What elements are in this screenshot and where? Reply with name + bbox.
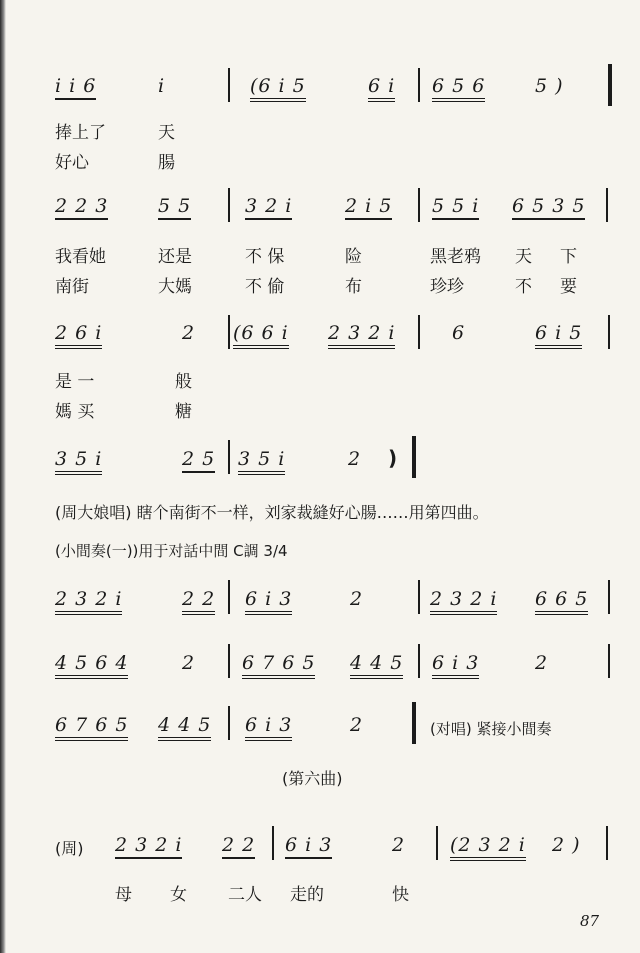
barline (228, 68, 230, 102)
close-paren: ) (388, 446, 398, 470)
note-group: 2 3 2 i (328, 322, 395, 349)
note-group: 6 5 6 (432, 75, 485, 102)
note-group: 4 4 5 (158, 714, 211, 741)
lyric: 二人 (228, 885, 262, 905)
note-group: 3 5 i (55, 448, 102, 475)
lyric: 走的 (290, 885, 324, 905)
page-number: 87 (580, 912, 600, 930)
barline (418, 315, 420, 349)
lyric: 下 (560, 247, 577, 267)
note-group: 2 (350, 714, 364, 736)
lyric: 险 (345, 247, 362, 267)
note-group: 2 i 5 (345, 195, 392, 220)
barline (608, 580, 610, 614)
note-group: 2 5 (182, 448, 215, 473)
note-group: 6 (452, 322, 466, 344)
note-group: 2 2 (222, 834, 255, 859)
note-group: 2 2 (182, 588, 215, 615)
section-title: (第六曲) (282, 769, 343, 788)
lyric: 不 (515, 277, 532, 297)
note-group: 6 i 3 (245, 714, 292, 741)
lyric: 要 (560, 277, 577, 297)
note-group: 6 6 5 (535, 588, 588, 615)
lyric: 我看她 (55, 247, 106, 267)
barline (418, 644, 420, 678)
note-group: 4 5 6 4 (55, 652, 128, 679)
note-group: 6 i 3 (285, 834, 332, 859)
lyric: 天 (515, 247, 532, 267)
lyric: 母 (115, 885, 132, 905)
note-group: 2 (348, 448, 362, 470)
barline (228, 188, 230, 222)
barline (228, 315, 230, 349)
note-group: 2 (350, 588, 364, 610)
note-group: 3 2 i (245, 195, 292, 220)
barline (418, 580, 420, 614)
note-group: 6 i 3 (432, 652, 479, 679)
note-group: 3 5 i (238, 448, 285, 475)
barline (608, 64, 612, 106)
lyric: 不 偷 (245, 277, 285, 297)
note-group: 2 (535, 652, 549, 674)
lyric: 布 (345, 277, 362, 297)
note-group: (6 6 i (233, 322, 289, 349)
lyric: 女 (170, 885, 187, 905)
note-group: 2 3 2 i (55, 588, 122, 615)
note-group: 6 i (368, 75, 395, 102)
note-group: 2 (182, 322, 196, 344)
lyric: 捧上了 (55, 123, 106, 143)
note-group: 2 2 3 (55, 195, 108, 220)
note-group: (2 3 2 i (450, 834, 526, 861)
lyric: 是 一 (55, 372, 95, 392)
lyric: 珍珍 (430, 277, 464, 297)
note-group: (6 i 5 (250, 75, 306, 102)
lyric: 般 (175, 372, 192, 392)
lyric: 天 (158, 123, 175, 143)
note-group: 6 7 6 5 (242, 652, 315, 679)
lyric: 不 保 (245, 247, 285, 267)
note-group: 2 6 i (55, 322, 102, 349)
annotation: (对唱) 紧接小間奏 (430, 720, 552, 738)
note-group: 6 7 6 5 (55, 714, 128, 741)
note-group: 6 5 3 5 (512, 195, 585, 220)
barline (608, 315, 610, 349)
barline (412, 436, 416, 478)
book-spine-shadow (0, 0, 6, 953)
barline (418, 188, 420, 222)
barline (228, 440, 230, 474)
note-group: 5 5 i (432, 195, 479, 220)
note-group: 2 (392, 834, 406, 856)
barline (606, 826, 608, 860)
note-group: 6 i 5 (535, 322, 582, 349)
lyric: 大媽 (158, 277, 192, 297)
note-group: 2 3 2 i (430, 588, 497, 615)
barline (608, 644, 610, 678)
barline (436, 826, 438, 860)
lyric: 好心 (55, 153, 89, 173)
note-group: 2 (182, 652, 196, 674)
note-group: 4 4 5 (350, 652, 403, 679)
barline (228, 706, 230, 740)
lyric: 媽 买 (55, 402, 95, 422)
barline (412, 702, 416, 744)
lyric: 糖 (175, 402, 192, 422)
barline (606, 188, 608, 222)
interlude-note: (小間奏(一))用于对話中間 C調 3/4 (55, 542, 288, 560)
note-group: i i 6 (55, 75, 96, 100)
barline (272, 826, 274, 860)
lyric: 快 (392, 885, 409, 905)
barline (228, 580, 230, 614)
note-group: 2 ) (552, 834, 581, 856)
lyric: 黑老鸦 (430, 247, 481, 267)
performance-note: (周大娘唱) 瞎个南街不一样，刘家裁縫好心腸……用第四曲。 (55, 503, 489, 522)
note-group: i (158, 75, 166, 97)
note-group: 2 3 2 i (115, 834, 182, 859)
note-group: 5 5 (158, 195, 191, 220)
barline (228, 644, 230, 678)
singer-prefix: (周) (55, 839, 84, 858)
barline (418, 68, 420, 102)
note-group: 6 i 3 (245, 588, 292, 615)
note-group: 5 ) (535, 75, 564, 97)
lyric: 腸 (158, 153, 175, 173)
lyric: 南街 (55, 277, 89, 297)
lyric: 还是 (158, 247, 192, 267)
